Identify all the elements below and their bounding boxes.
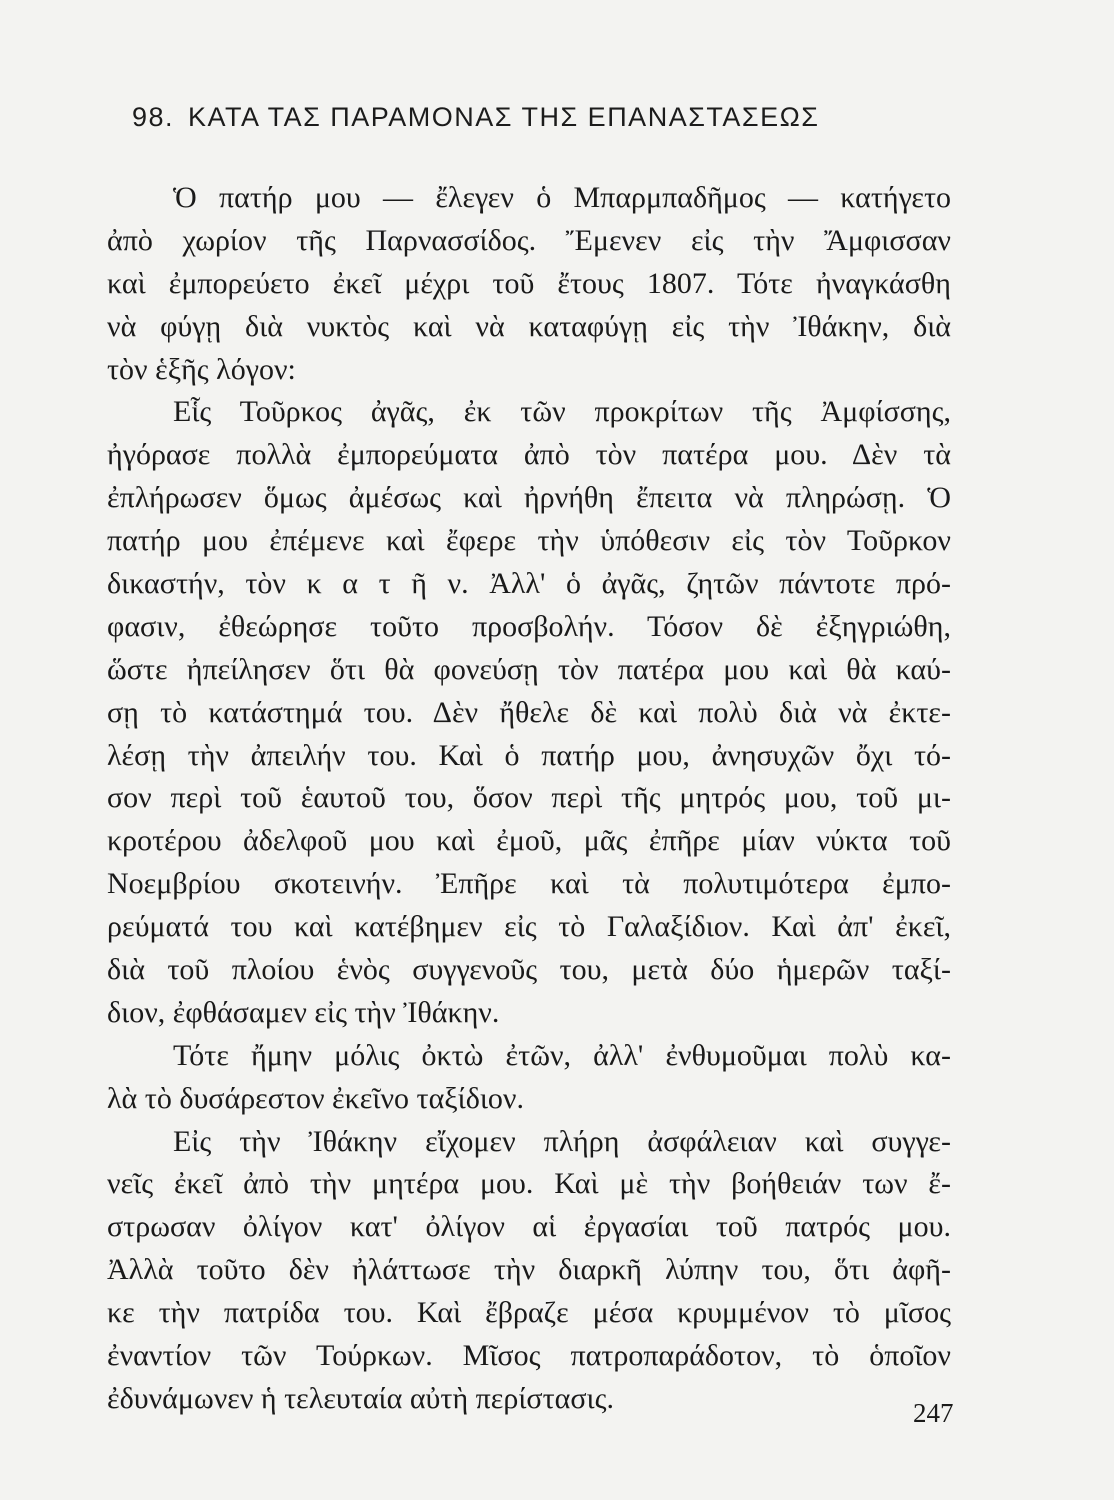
text-line: φασιν, ἐθεώρησε τοῦτο προσβολήν. Τόσον δὲ ἐξηγριώθη, — [107, 609, 951, 643]
text-line: δικαστήν, τὸν κ α τ ῆ ν. Ἀλλ' ὁ ἀγᾶς, ζητῶν πάντοτε πρό- — [107, 567, 951, 601]
body-text — [107, 177, 951, 1421]
running-header — [132, 102, 819, 133]
page-number: 247 — [913, 1398, 954, 1428]
section-number: 98. — [132, 102, 175, 132]
text-line: λὰ τὸ δυσάρεστον ἐκεῖνο ταξίδιον. — [107, 1081, 524, 1115]
text-line: σον περὶ τοῦ ἑαυτοῦ του, ὅσον περὶ τῆς μητρός μου, τοῦ μι- — [107, 781, 951, 815]
section-title: ΚΑΤΑ ΤΑΣ ΠΑΡΑΜΟΝΑΣ ΤΗΣ ΕΠΑΝΑΣΤΑΣΕΩΣ — [188, 102, 820, 132]
text-line: ἠγόρασε πολλὰ ἐμπορεύματα ἀπὸ τὸν πατέρα μου. Δὲν τὰ — [107, 438, 951, 472]
text-line: ἐπλήρωσεν ὅμως ἀμέσως καὶ ἠρνήθη ἔπειτα νὰ πληρώσῃ. Ὁ — [107, 481, 951, 515]
text-line: νὰ φύγῃ διὰ νυκτὸς καὶ νὰ καταφύγῃ εἰς τὴν Ἰθάκην, διὰ — [107, 309, 951, 343]
text-line: Νοεμβρίου σκοτεινήν. Ἐπῆρε καὶ τὰ πολυτιμότερα ἐμπο- — [107, 867, 951, 901]
text-line: νεῖς ἐκεῖ ἀπὸ τὴν μητέρα μου. Καὶ μὲ τὴν βοήθειάν των ἔ- — [107, 1167, 951, 1201]
text-line: ἐδυνάμωνεν ἡ τελευταία αὐτὴ περίστασις. — [107, 1381, 614, 1415]
text-line: σῃ τὸ κατάστημά του. Δὲν ἤθελε δὲ καὶ πολὺ διὰ νὰ ἐκτε- — [107, 695, 951, 729]
text-line: τὸν ἑξῆς λόγον: — [107, 352, 296, 386]
text-line: ρεύματά του καὶ κατέβημεν εἰς τὸ Γαλαξίδιον. Καὶ ἀπ' ἐκεῖ, — [107, 910, 951, 944]
text-line: καὶ ἐμπορεύετο ἐκεῖ μέχρι τοῦ ἔτους 1807. Τότε ἠναγκάσθη — [107, 266, 951, 300]
text-line: διον, ἐφθάσαμεν εἰς τὴν Ἰθάκην. — [107, 995, 500, 1029]
text-line: Εἷς Τοῦρκος ἀγᾶς, ἐκ τῶν προκρίτων τῆς Ἀμφίσσης, — [173, 395, 951, 429]
text-line: ὥστε ἠπείλησεν ὅτι θὰ φονεύσῃ τὸν πατέρα μου καὶ θὰ καύ- — [107, 652, 951, 686]
text-line: διὰ τοῦ πλοίου ἑνὸς συγγενοῦς του, μετὰ δύο ἡμερῶν ταξί- — [107, 953, 951, 987]
text-line: κε τὴν πατρίδα του. Καὶ ἔβραζε μέσα κρυμμένον τὸ μῖσος — [107, 1296, 951, 1330]
text-line: λέσῃ τὴν ἀπειλήν του. Καὶ ὁ πατήρ μου, ἀνησυχῶν ὄχι τό- — [107, 738, 951, 772]
text-line: κροτέρου ἀδελφοῦ μου καὶ ἐμοῦ, μᾶς ἐπῆρε μίαν νύκτα τοῦ — [107, 824, 951, 858]
text-line: ἀπὸ χωρίον τῆς Παρνασσίδος. Ἔμενεν εἰς τὴν Ἄμφισσαν — [107, 223, 951, 257]
text-line: πατήρ μου ἐπέμενε καὶ ἔφερε τὴν ὑπόθεσιν εἰς τὸν Τοῦρκον — [107, 524, 951, 558]
text-line: Ἀλλὰ τοῦτο δὲν ἠλάττωσε τὴν διαρκῆ λύπην του, ὅτι ἀφῆ- — [107, 1253, 951, 1287]
text-line: ἐναντίον τῶν Τούρκων. Μῖσος πατροπαράδοτον, τὸ ὁποῖον — [107, 1339, 951, 1373]
text-line: στρωσαν ὀλίγον κατ' ὀλίγον αἱ ἐργασίαι τοῦ πατρός μου. — [107, 1210, 951, 1244]
text-line: Εἰς τὴν Ἰθάκην εἴχομεν πλήρη ἀσφάλειαν καὶ συγγε- — [173, 1124, 951, 1158]
text-line: Τότε ἤμην μόλις ὀκτὼ ἐτῶν, ἀλλ' ἐνθυμοῦμαι πολὺ κα- — [173, 1038, 951, 1072]
text-line: Ὁ πατήρ μου — ἔλεγεν ὁ Μπαρμπαδῆμος — κατήγετο — [173, 181, 951, 214]
